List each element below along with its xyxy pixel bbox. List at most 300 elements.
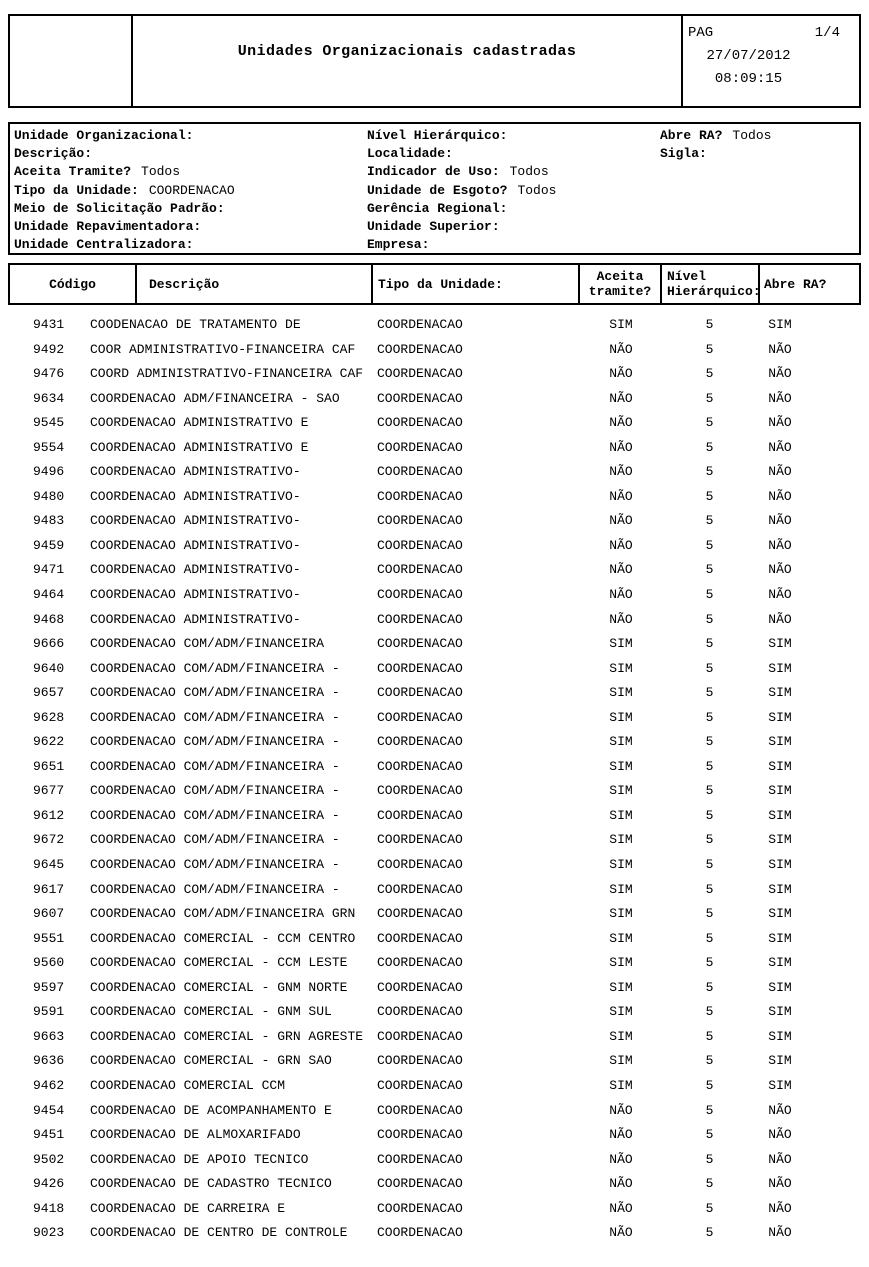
cell-tipo-da-unidade: COORDENACAO bbox=[377, 1200, 463, 1216]
table-row bbox=[0, 436, 869, 461]
table-row bbox=[0, 1172, 869, 1197]
table-row bbox=[0, 583, 869, 608]
cell-abre-ra: SIM bbox=[768, 783, 792, 799]
table-row bbox=[0, 976, 869, 1001]
report-header bbox=[8, 14, 861, 108]
cell-descricao: COORDENACAO COM/ADM/FINANCEIRA - bbox=[90, 881, 340, 897]
cell-aceita-tramite: SIM bbox=[609, 685, 633, 701]
cell-tipo-da-unidade: COORDENACAO bbox=[377, 1151, 463, 1167]
cell-descricao: COORDENACAO ADMINISTRATIVO- bbox=[90, 488, 301, 504]
cell-aceita-tramite: NÃO bbox=[609, 488, 633, 504]
cell-nivel-hierarquico: 5 bbox=[705, 1200, 714, 1216]
cell-codigo: 9591 bbox=[33, 1004, 65, 1020]
cell-aceita-tramite: SIM bbox=[609, 783, 633, 799]
filter-label: Unidade Superior: bbox=[367, 218, 500, 234]
table-row bbox=[0, 1099, 869, 1124]
filter-line bbox=[367, 145, 556, 163]
cell-nivel-hierarquico: 5 bbox=[705, 1004, 714, 1020]
cell-aceita-tramite: SIM bbox=[609, 979, 633, 995]
table-header bbox=[8, 263, 861, 305]
filter-line bbox=[14, 236, 235, 254]
cell-descricao: COORDENACAO ADMINISTRATIVO- bbox=[90, 611, 301, 627]
filter-line bbox=[367, 200, 556, 218]
table-row bbox=[0, 313, 869, 338]
cell-aceita-tramite: NÃO bbox=[609, 1127, 633, 1143]
table-row bbox=[0, 681, 869, 706]
cell-nivel-hierarquico: 5 bbox=[705, 783, 714, 799]
cell-aceita-tramite: NÃO bbox=[609, 464, 633, 480]
table-row bbox=[0, 779, 869, 804]
cell-aceita-tramite: NÃO bbox=[609, 513, 633, 529]
cell-descricao: COOR ADMINISTRATIVO-FINANCEIRA CAF bbox=[90, 341, 356, 357]
cell-abre-ra: NÃO bbox=[768, 464, 792, 480]
table-row bbox=[0, 706, 869, 731]
cell-tipo-da-unidade: COORDENACAO bbox=[377, 537, 463, 553]
filter-line bbox=[14, 145, 235, 163]
table-row bbox=[0, 558, 869, 583]
cell-aceita-tramite: NÃO bbox=[609, 537, 633, 553]
table-row bbox=[0, 755, 869, 780]
cell-abre-ra: SIM bbox=[768, 1077, 792, 1093]
cell-codigo: 9468 bbox=[33, 611, 65, 627]
cell-codigo: 9657 bbox=[33, 685, 65, 701]
table-row bbox=[0, 1221, 869, 1246]
cell-descricao: COORDENACAO ADMINISTRATIVO- bbox=[90, 562, 301, 578]
filter-line bbox=[367, 182, 556, 200]
cell-nivel-hierarquico: 5 bbox=[705, 979, 714, 995]
cell-codigo: 9622 bbox=[33, 734, 65, 750]
table-row bbox=[0, 632, 869, 657]
cell-aceita-tramite: NÃO bbox=[609, 1102, 633, 1118]
cell-tipo-da-unidade: COORDENACAO bbox=[377, 930, 463, 946]
cell-abre-ra: SIM bbox=[768, 1053, 792, 1069]
cell-tipo-da-unidade: COORDENACAO bbox=[377, 660, 463, 676]
cell-aceita-tramite: NÃO bbox=[609, 1151, 633, 1167]
table-row bbox=[0, 1148, 869, 1173]
cell-aceita-tramite: SIM bbox=[609, 832, 633, 848]
cell-abre-ra: NÃO bbox=[768, 341, 792, 357]
cell-codigo: 9612 bbox=[33, 807, 65, 823]
cell-descricao: COORDENACAO DE ALMOXARIFADO bbox=[90, 1127, 301, 1143]
filter-label: Descrição: bbox=[14, 146, 93, 162]
cell-aceita-tramite: NÃO bbox=[609, 587, 633, 603]
column-header-codigo: Código bbox=[10, 265, 137, 303]
cell-codigo: 9677 bbox=[33, 783, 65, 799]
cell-tipo-da-unidade: COORDENACAO bbox=[377, 1127, 463, 1143]
column-header-descricao: Descrição bbox=[137, 265, 373, 303]
cell-abre-ra: NÃO bbox=[768, 488, 792, 504]
cell-nivel-hierarquico: 5 bbox=[705, 587, 714, 603]
pag-label: PAG bbox=[688, 25, 714, 41]
cell-abre-ra: SIM bbox=[768, 685, 792, 701]
cell-tipo-da-unidade: COORDENACAO bbox=[377, 857, 463, 873]
pag-value: 1/4 bbox=[814, 25, 840, 41]
cell-aceita-tramite: SIM bbox=[609, 317, 633, 332]
cell-aceita-tramite: NÃO bbox=[609, 415, 633, 431]
cell-descricao: COODENACAO DE TRATAMENTO DE bbox=[90, 317, 301, 332]
cell-nivel-hierarquico: 5 bbox=[705, 1127, 714, 1143]
cell-nivel-hierarquico: 5 bbox=[705, 1225, 714, 1241]
table-row bbox=[0, 509, 869, 534]
cell-descricao: COORD ADMINISTRATIVO-FINANCEIRA CAF bbox=[90, 366, 364, 382]
header-logo-cell bbox=[10, 16, 133, 106]
cell-nivel-hierarquico: 5 bbox=[705, 1077, 714, 1093]
table-row bbox=[0, 362, 869, 387]
filter-line bbox=[367, 127, 556, 145]
cell-codigo: 9560 bbox=[33, 955, 65, 971]
cell-codigo: 9462 bbox=[33, 1077, 65, 1093]
cell-aceita-tramite: SIM bbox=[609, 1004, 633, 1020]
cell-codigo: 9426 bbox=[33, 1176, 65, 1192]
cell-descricao: COORDENACAO COM/ADM/FINANCEIRA - bbox=[90, 832, 340, 848]
cell-tipo-da-unidade: COORDENACAO bbox=[377, 758, 463, 774]
cell-abre-ra: NÃO bbox=[768, 537, 792, 553]
cell-abre-ra: NÃO bbox=[768, 439, 792, 455]
cell-descricao: COORDENACAO COM/ADM/FINANCEIRA GRN bbox=[90, 906, 356, 922]
table-row bbox=[0, 1074, 869, 1099]
table-row bbox=[0, 902, 869, 927]
cell-nivel-hierarquico: 5 bbox=[705, 857, 714, 873]
filter-value: COORDENACAO bbox=[148, 182, 235, 198]
cell-abre-ra: SIM bbox=[768, 1004, 792, 1020]
cell-tipo-da-unidade: COORDENACAO bbox=[377, 906, 463, 922]
header-page-info bbox=[681, 16, 859, 106]
cell-descricao: COORDENACAO COMERCIAL - GRN SAO bbox=[90, 1053, 332, 1069]
cell-nivel-hierarquico: 5 bbox=[705, 906, 714, 922]
page-number-line bbox=[683, 22, 859, 45]
cell-nivel-hierarquico: 5 bbox=[705, 464, 714, 480]
table-row bbox=[0, 951, 869, 976]
cell-nivel-hierarquico: 5 bbox=[705, 758, 714, 774]
cell-nivel-hierarquico: 5 bbox=[705, 881, 714, 897]
table-row bbox=[0, 1000, 869, 1025]
cell-codigo: 9464 bbox=[33, 587, 65, 603]
filter-column-right bbox=[660, 127, 771, 163]
cell-abre-ra: NÃO bbox=[768, 513, 792, 529]
filter-value: Todos bbox=[517, 182, 557, 198]
table-body bbox=[0, 313, 869, 1246]
cell-nivel-hierarquico: 5 bbox=[705, 1176, 714, 1192]
cell-aceita-tramite: NÃO bbox=[609, 611, 633, 627]
cell-aceita-tramite: NÃO bbox=[609, 562, 633, 578]
cell-descricao: COORDENACAO DE APOIO TECNICO bbox=[90, 1151, 309, 1167]
cell-nivel-hierarquico: 5 bbox=[705, 513, 714, 529]
table-row bbox=[0, 608, 869, 633]
cell-nivel-hierarquico: 5 bbox=[705, 390, 714, 406]
cell-descricao: COORDENACAO COM/ADM/FINANCEIRA - bbox=[90, 783, 340, 799]
cell-descricao: COORDENACAO ADMINISTRATIVO- bbox=[90, 537, 301, 553]
filter-label: Unidade Repavimentadora: bbox=[14, 218, 202, 234]
cell-codigo: 9551 bbox=[33, 930, 65, 946]
cell-abre-ra: NÃO bbox=[768, 587, 792, 603]
cell-nivel-hierarquico: 5 bbox=[705, 807, 714, 823]
cell-nivel-hierarquico: 5 bbox=[705, 709, 714, 725]
cell-descricao: COORDENACAO ADMINISTRATIVO- bbox=[90, 513, 301, 529]
cell-tipo-da-unidade: COORDENACAO bbox=[377, 709, 463, 725]
cell-abre-ra: SIM bbox=[768, 1028, 792, 1044]
cell-abre-ra: SIM bbox=[768, 906, 792, 922]
cell-abre-ra: NÃO bbox=[768, 562, 792, 578]
cell-abre-ra: SIM bbox=[768, 660, 792, 676]
cell-nivel-hierarquico: 5 bbox=[705, 317, 714, 332]
cell-codigo: 9597 bbox=[33, 979, 65, 995]
cell-descricao: COORDENACAO DE CADASTRO TECNICO bbox=[90, 1176, 332, 1192]
cell-abre-ra: NÃO bbox=[768, 1151, 792, 1167]
filter-column-middle bbox=[367, 127, 556, 254]
cell-abre-ra: SIM bbox=[768, 881, 792, 897]
cell-descricao: COORDENACAO COM/ADM/FINANCEIRA - bbox=[90, 857, 340, 873]
filter-line bbox=[14, 200, 235, 218]
cell-abre-ra: NÃO bbox=[768, 415, 792, 431]
filter-label: Abre RA? bbox=[660, 128, 723, 143]
cell-tipo-da-unidade: COORDENACAO bbox=[377, 366, 463, 382]
filter-label: Tipo da Unidade: bbox=[14, 182, 139, 198]
cell-nivel-hierarquico: 5 bbox=[705, 685, 714, 701]
cell-aceita-tramite: SIM bbox=[609, 660, 633, 676]
cell-descricao: COORDENACAO COM/ADM/FINANCEIRA - bbox=[90, 807, 340, 823]
cell-nivel-hierarquico: 5 bbox=[705, 415, 714, 431]
cell-codigo: 9454 bbox=[33, 1102, 65, 1118]
cell-descricao: COORDENACAO COMERCIAL - CCM LESTE bbox=[90, 955, 348, 971]
cell-tipo-da-unidade: COORDENACAO bbox=[377, 1028, 463, 1044]
cell-abre-ra: NÃO bbox=[768, 1225, 792, 1241]
report-time: 08:09:15 bbox=[714, 71, 783, 87]
cell-tipo-da-unidade: COORDENACAO bbox=[377, 390, 463, 406]
cell-aceita-tramite: SIM bbox=[609, 955, 633, 971]
cell-aceita-tramite: SIM bbox=[609, 1028, 633, 1044]
table-row bbox=[0, 730, 869, 755]
cell-tipo-da-unidade: COORDENACAO bbox=[377, 464, 463, 480]
cell-descricao: COORDENACAO COMERCIAL - GNM NORTE bbox=[90, 979, 348, 995]
table-row bbox=[0, 804, 869, 829]
cell-tipo-da-unidade: COORDENACAO bbox=[377, 636, 463, 652]
cell-aceita-tramite: SIM bbox=[609, 709, 633, 725]
table-row bbox=[0, 387, 869, 412]
filter-value: Todos bbox=[732, 128, 772, 143]
cell-nivel-hierarquico: 5 bbox=[705, 341, 714, 357]
filter-line bbox=[367, 163, 556, 181]
filter-label: Sigla: bbox=[660, 146, 707, 162]
table-row bbox=[0, 460, 869, 485]
cell-nivel-hierarquico: 5 bbox=[705, 955, 714, 971]
cell-codigo: 9476 bbox=[33, 366, 65, 382]
cell-descricao: COORDENACAO COM/ADM/FINANCEIRA bbox=[90, 636, 325, 652]
filter-line bbox=[14, 182, 235, 200]
cell-aceita-tramite: NÃO bbox=[609, 341, 633, 357]
column-header-abre-ra: Abre RA? bbox=[764, 276, 827, 292]
cell-codigo: 9651 bbox=[33, 758, 65, 774]
cell-abre-ra: NÃO bbox=[768, 1200, 792, 1216]
table-row bbox=[0, 828, 869, 853]
cell-descricao: COORDENACAO ADMINISTRATIVO- bbox=[90, 587, 301, 603]
cell-tipo-da-unidade: COORDENACAO bbox=[377, 734, 463, 750]
table-row bbox=[0, 534, 869, 559]
cell-tipo-da-unidade: COORDENACAO bbox=[377, 807, 463, 823]
filter-line bbox=[660, 127, 771, 145]
cell-nivel-hierarquico: 5 bbox=[705, 366, 714, 382]
report-title: Unidades Organizacionais cadastradas bbox=[237, 43, 577, 60]
filter-column-left bbox=[14, 127, 235, 254]
cell-descricao: COORDENACAO DE ACOMPANHAMENTO E bbox=[90, 1102, 332, 1118]
filter-line bbox=[14, 218, 235, 236]
table-row bbox=[0, 927, 869, 952]
cell-abre-ra: SIM bbox=[768, 832, 792, 848]
cell-nivel-hierarquico: 5 bbox=[705, 1053, 714, 1069]
cell-nivel-hierarquico: 5 bbox=[705, 734, 714, 750]
cell-codigo: 9023 bbox=[33, 1225, 65, 1241]
cell-aceita-tramite: SIM bbox=[609, 906, 633, 922]
cell-codigo: 9483 bbox=[33, 513, 65, 529]
table-row bbox=[0, 411, 869, 436]
cell-tipo-da-unidade: COORDENACAO bbox=[377, 317, 463, 332]
cell-codigo: 9492 bbox=[33, 341, 65, 357]
cell-aceita-tramite: NÃO bbox=[609, 439, 633, 455]
filter-label: Indicador de Uso: bbox=[367, 164, 500, 180]
filter-label: Nível Hierárquico: bbox=[367, 128, 508, 143]
cell-tipo-da-unidade: COORDENACAO bbox=[377, 488, 463, 504]
cell-codigo: 9663 bbox=[33, 1028, 65, 1044]
cell-descricao: COORDENACAO COM/ADM/FINANCEIRA - bbox=[90, 709, 340, 725]
cell-descricao: COORDENACAO ADMINISTRATIVO E bbox=[90, 439, 309, 455]
cell-codigo: 9451 bbox=[33, 1127, 65, 1143]
cell-aceita-tramite: SIM bbox=[609, 758, 633, 774]
cell-abre-ra: NÃO bbox=[768, 390, 792, 406]
column-header-nivel-hierarquico: Nível Hierárquico: bbox=[662, 265, 760, 303]
cell-abre-ra: SIM bbox=[768, 317, 792, 332]
cell-tipo-da-unidade: COORDENACAO bbox=[377, 562, 463, 578]
cell-nivel-hierarquico: 5 bbox=[705, 562, 714, 578]
filter-label: Unidade Organizacional: bbox=[14, 128, 194, 143]
cell-tipo-da-unidade: COORDENACAO bbox=[377, 1102, 463, 1118]
cell-descricao: COORDENACAO COMERCIAL CCM bbox=[90, 1077, 286, 1093]
table-row bbox=[0, 853, 869, 878]
cell-descricao: COORDENACAO ADMINISTRATIVO E bbox=[90, 415, 309, 431]
cell-codigo: 9634 bbox=[33, 390, 65, 406]
cell-codigo: 9459 bbox=[33, 537, 65, 553]
cell-abre-ra: SIM bbox=[768, 807, 792, 823]
cell-nivel-hierarquico: 5 bbox=[705, 660, 714, 676]
cell-codigo: 9480 bbox=[33, 488, 65, 504]
cell-aceita-tramite: NÃO bbox=[609, 366, 633, 382]
cell-codigo: 9628 bbox=[33, 709, 65, 725]
cell-nivel-hierarquico: 5 bbox=[705, 488, 714, 504]
cell-codigo: 9640 bbox=[33, 660, 65, 676]
cell-nivel-hierarquico: 5 bbox=[705, 1151, 714, 1167]
cell-nivel-hierarquico: 5 bbox=[705, 611, 714, 627]
cell-nivel-hierarquico: 5 bbox=[705, 636, 714, 652]
cell-codigo: 9666 bbox=[33, 636, 65, 652]
filter-value: Todos bbox=[509, 164, 549, 180]
cell-abre-ra: NÃO bbox=[768, 611, 792, 627]
cell-tipo-da-unidade: COORDENACAO bbox=[377, 783, 463, 799]
cell-descricao: COORDENACAO COMERCIAL - GNM SUL bbox=[90, 1004, 332, 1020]
cell-aceita-tramite: NÃO bbox=[609, 1200, 633, 1216]
cell-aceita-tramite: NÃO bbox=[609, 1225, 633, 1241]
cell-nivel-hierarquico: 5 bbox=[705, 537, 714, 553]
cell-abre-ra: NÃO bbox=[768, 1127, 792, 1143]
filter-label: Gerência Regional: bbox=[367, 200, 508, 216]
table-row bbox=[0, 485, 869, 510]
cell-descricao: COORDENACAO COM/ADM/FINANCEIRA - bbox=[90, 685, 340, 701]
filter-panel bbox=[8, 122, 861, 255]
cell-tipo-da-unidade: COORDENACAO bbox=[377, 832, 463, 848]
cell-nivel-hierarquico: 5 bbox=[705, 1102, 714, 1118]
cell-abre-ra: NÃO bbox=[768, 366, 792, 382]
cell-tipo-da-unidade: COORDENACAO bbox=[377, 1077, 463, 1093]
cell-descricao: COORDENACAO ADMINISTRATIVO- bbox=[90, 464, 301, 480]
filter-label: Localidade: bbox=[367, 146, 453, 162]
cell-codigo: 9431 bbox=[33, 317, 65, 332]
filter-label: Unidade de Esgoto? bbox=[367, 182, 508, 198]
cell-tipo-da-unidade: COORDENACAO bbox=[377, 341, 463, 357]
cell-abre-ra: NÃO bbox=[768, 1176, 792, 1192]
cell-tipo-da-unidade: COORDENACAO bbox=[377, 1176, 463, 1192]
cell-nivel-hierarquico: 5 bbox=[705, 832, 714, 848]
cell-descricao: COORDENACAO DE CARREIRA E bbox=[90, 1200, 286, 1216]
filter-label: Empresa: bbox=[367, 237, 430, 253]
filter-value: Todos bbox=[141, 164, 181, 180]
filter-line bbox=[14, 127, 235, 145]
table-row bbox=[0, 878, 869, 903]
cell-codigo: 9545 bbox=[33, 415, 65, 431]
cell-tipo-da-unidade: COORDENACAO bbox=[377, 979, 463, 995]
cell-abre-ra: SIM bbox=[768, 979, 792, 995]
cell-tipo-da-unidade: COORDENACAO bbox=[377, 513, 463, 529]
filter-line bbox=[14, 163, 235, 181]
cell-codigo: 9617 bbox=[33, 881, 65, 897]
cell-codigo: 9607 bbox=[33, 906, 65, 922]
cell-codigo: 9471 bbox=[33, 562, 65, 578]
report-date: 27/07/2012 bbox=[706, 48, 791, 64]
cell-tipo-da-unidade: COORDENACAO bbox=[377, 587, 463, 603]
cell-codigo: 9636 bbox=[33, 1053, 65, 1069]
cell-aceita-tramite: NÃO bbox=[609, 1176, 633, 1192]
filter-label: Aceita Tramite? bbox=[14, 164, 132, 180]
cell-tipo-da-unidade: COORDENACAO bbox=[377, 881, 463, 897]
filter-line bbox=[660, 145, 771, 163]
cell-aceita-tramite: SIM bbox=[609, 636, 633, 652]
cell-tipo-da-unidade: COORDENACAO bbox=[377, 611, 463, 627]
cell-aceita-tramite: SIM bbox=[609, 734, 633, 750]
cell-descricao: COORDENACAO COM/ADM/FINANCEIRA - bbox=[90, 660, 340, 676]
cell-abre-ra: SIM bbox=[768, 857, 792, 873]
cell-tipo-da-unidade: COORDENACAO bbox=[377, 1004, 463, 1020]
cell-aceita-tramite: SIM bbox=[609, 1077, 633, 1093]
cell-aceita-tramite: NÃO bbox=[609, 390, 633, 406]
cell-codigo: 9418 bbox=[33, 1200, 65, 1216]
cell-tipo-da-unidade: COORDENACAO bbox=[377, 1053, 463, 1069]
cell-tipo-da-unidade: COORDENACAO bbox=[377, 415, 463, 431]
cell-tipo-da-unidade: COORDENACAO bbox=[377, 685, 463, 701]
filter-label: Meio de Solicitação Padrão: bbox=[14, 200, 225, 216]
cell-aceita-tramite: SIM bbox=[609, 857, 633, 873]
cell-descricao: COORDENACAO COM/ADM/FINANCEIRA - bbox=[90, 758, 340, 774]
table-row bbox=[0, 1049, 869, 1074]
cell-abre-ra: NÃO bbox=[768, 1102, 792, 1118]
cell-descricao: COORDENACAO COMERCIAL - CCM CENTRO bbox=[90, 930, 356, 946]
cell-nivel-hierarquico: 5 bbox=[705, 439, 714, 455]
table-row bbox=[0, 338, 869, 363]
cell-abre-ra: SIM bbox=[768, 709, 792, 725]
table-row bbox=[0, 1025, 869, 1050]
cell-aceita-tramite: SIM bbox=[609, 1053, 633, 1069]
cell-aceita-tramite: SIM bbox=[609, 881, 633, 897]
cell-abre-ra: SIM bbox=[768, 930, 792, 946]
column-header-aceita-tramite: Aceita tramite? bbox=[580, 265, 662, 303]
table-row bbox=[0, 1123, 869, 1148]
cell-codigo: 9554 bbox=[33, 439, 65, 455]
cell-aceita-tramite: SIM bbox=[609, 807, 633, 823]
